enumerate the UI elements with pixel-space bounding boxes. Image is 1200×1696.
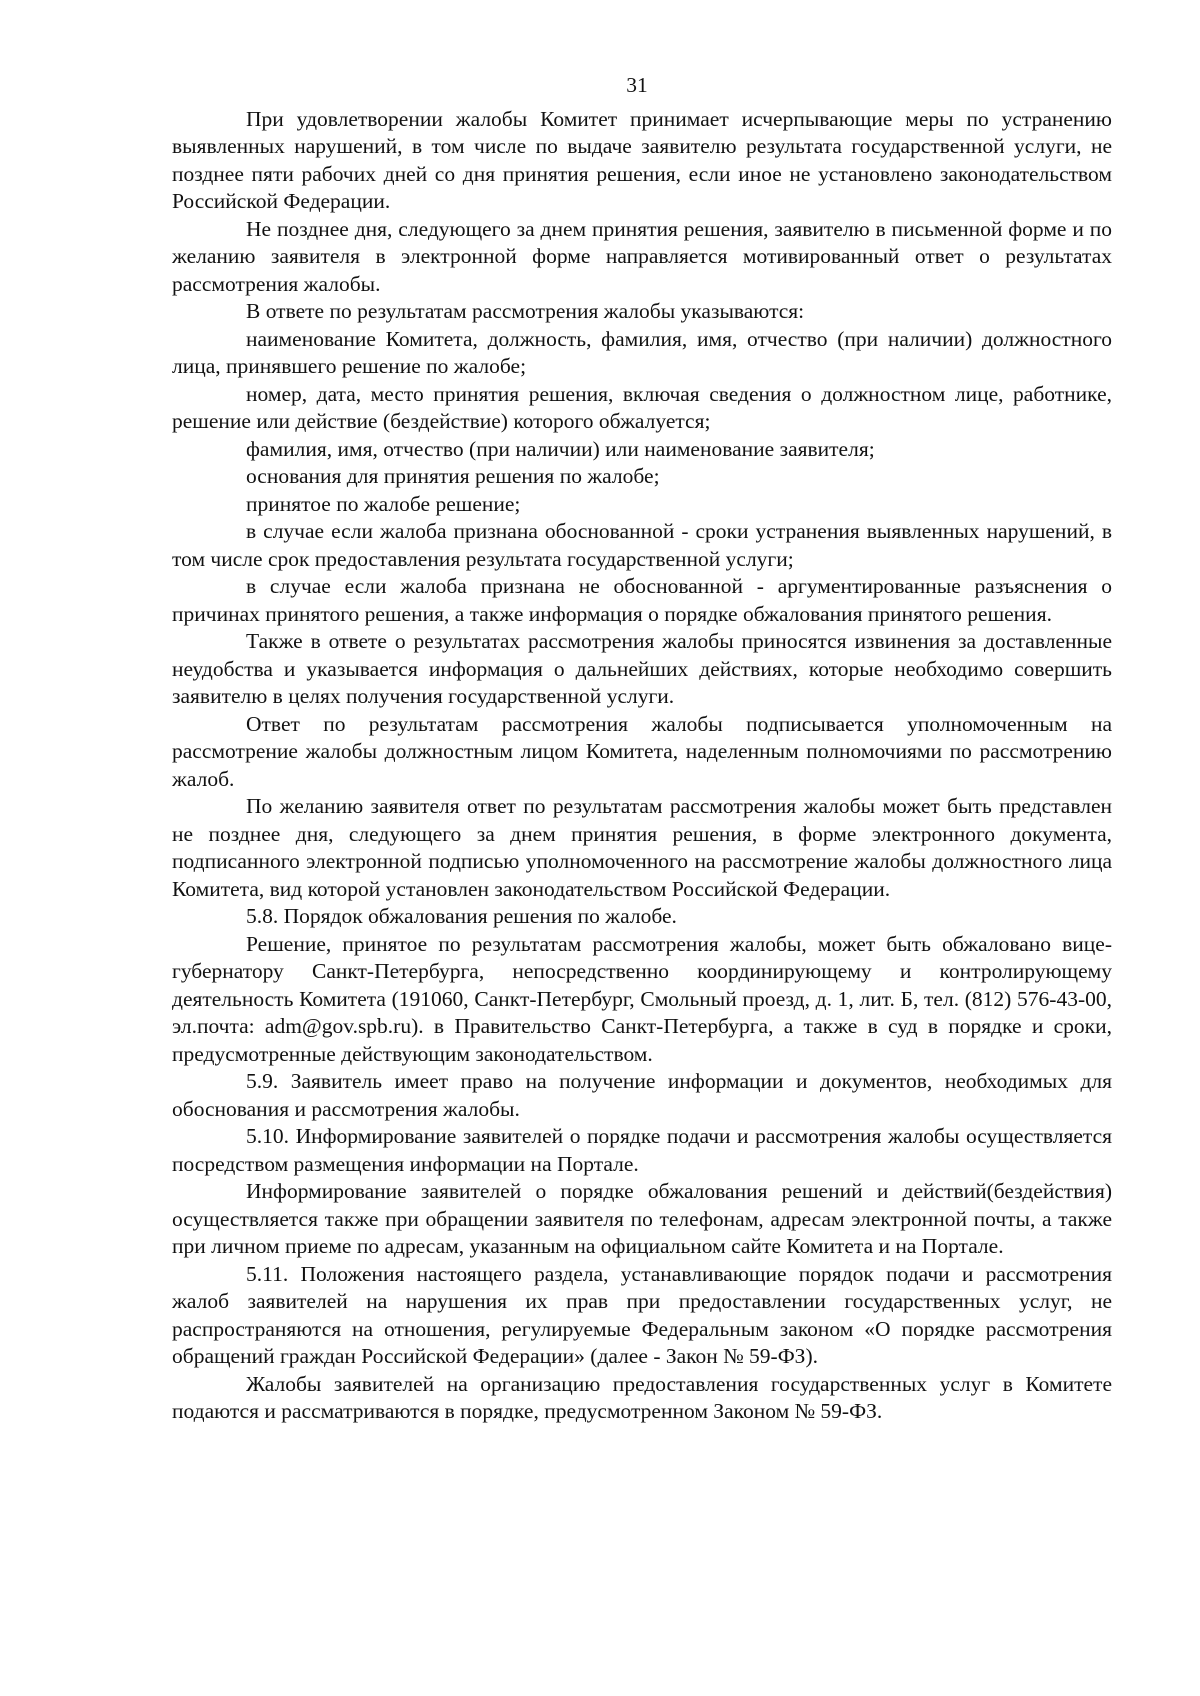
list-item-committee-official: наименование Комитета, должность, фамилия, имя, отчество (при наличии) должностного лица, принявшего решение по жалобе; — [172, 326, 1112, 378]
section-5-11: 5.11. Положения настоящего раздела, устанавливающие порядок подачи и рассмотрения жалоб заявителей на нарушения их прав при предоставлении государственных услуг, не распространяются на отношения, регулируемые Федеральным законом «О порядке рассмотрения обращений граждан Российской Федерации» (далее - Закон № 59-ФЗ). — [172, 1261, 1112, 1368]
paragraph-complaint-satisfied: При удовлетворении жалобы Комитет принимает исчерпывающие меры по устранению выявленных нарушений, в том числе по выдаче заявителю результата государственной услуги, не позднее пяти рабочих дней со дня принятия решения, если иное не установлено законодательством Российской Федерации. — [172, 106, 1112, 213]
paragraph-appeal-procedure: Решение, принятое по результатам рассмотрения жалобы, может быть обжаловано вице-губернатору Санкт-Петербурга, непосредственно координирующему и контролирующему деятельность Комитета (191060, Санкт-Петербург, Смольный проезд, д. 1, лит. Б, тел. (812) 576-43-00, эл.почта: adm@gov.spb.ru). в Правительство Санкт-Петербурга, а также в суд в порядке и сроки, предусмотренные действующим законодательством. — [172, 931, 1112, 1066]
section-5-10: 5.10. Информирование заявителей о порядке подачи и рассмотрения жалобы осуществляется посредством размещения информации на Портале. — [172, 1124, 1112, 1176]
paragraph-response-contents-intro: В ответе по результатам рассмотрения жалобы указываются: — [246, 299, 805, 323]
list-item-decision-details: номер, дата, место принятия решения, включая сведения о должностном лице, работнике, решение или действие (бездействие) которого обжалуется; — [172, 381, 1112, 433]
list-item-applicant-name: фамилия, имя, отчество (при наличии) или наименование заявителя; — [246, 436, 875, 461]
paragraph-response-signature: Ответ по результатам рассмотрения жалобы подписывается уполномоченным на рассмотрение жалобы должностным лицом Комитета, наделенным полномочиями по рассмотрению жалоб. — [172, 711, 1112, 791]
list-item-unjustified-complaint: в случае если жалоба признана не обоснованной - аргументированные разъяснения о причинах принятого решения, а также информация о порядке обжалования принятого решения. — [172, 574, 1112, 626]
paragraph-informing-applicants: Информирование заявителей о порядке обжалования решений и действий(бездействия) осуществляется также при обращении заявителя по телефонам, адресам электронной почты, а также при личном приеме по адресам, указанным на официальном сайте Комитета и на Портале. — [172, 1179, 1112, 1258]
section-5-9: 5.9. Заявитель имеет право на получение информации и документов, необходимых для обоснования и рассмотрения жалобы. — [172, 1069, 1112, 1121]
list-item-decision: принятое по жалобе решение; — [246, 491, 521, 516]
paragraph-law-59-fz: Жалобы заявителей на организацию предоставления государственных услуг в Комитете подаются и рассматриваются в порядке, предусмотренном Законом № 59-ФЗ. — [172, 1371, 1112, 1423]
list-item-decision-grounds: основания для принятия решения по жалобе; — [246, 464, 660, 488]
paragraph-apologies: Также в ответе о результатах рассмотрения жалобы приносятся извинения за доставленные неудобства и указывается информация о дальнейших действиях, которые необходимо совершить заявителю в целях получения государственной услуги. — [172, 629, 1112, 708]
paragraph-response-deadline: Не позднее дня, следующего за днем принятия решения, заявителю в письменной форме и по желанию заявителя в электронной форме направляется мотивированный ответ о результатах рассмотрения жалобы. — [172, 216, 1112, 296]
section-5-8-heading: 5.8. Порядок обжалования решения по жалобе. — [246, 904, 677, 928]
list-item-justified-complaint: в случае если жалоба признана обоснованной - сроки устранения выявленных нарушений, в том числе срок предоставления результата государственной услуги; — [172, 519, 1112, 571]
paragraph-electronic-response: По желанию заявителя ответ по результатам рассмотрения жалобы может быть представлен не позднее дня, следующего за днем принятия решения, в форме электронного документа, подписанного электронной подписью уполномоченного на рассмотрение жалобы должностного лица Комитета, вид которой установлен законодательством Российской Федерации. — [172, 794, 1112, 901]
page-number: 31 — [626, 73, 648, 97]
